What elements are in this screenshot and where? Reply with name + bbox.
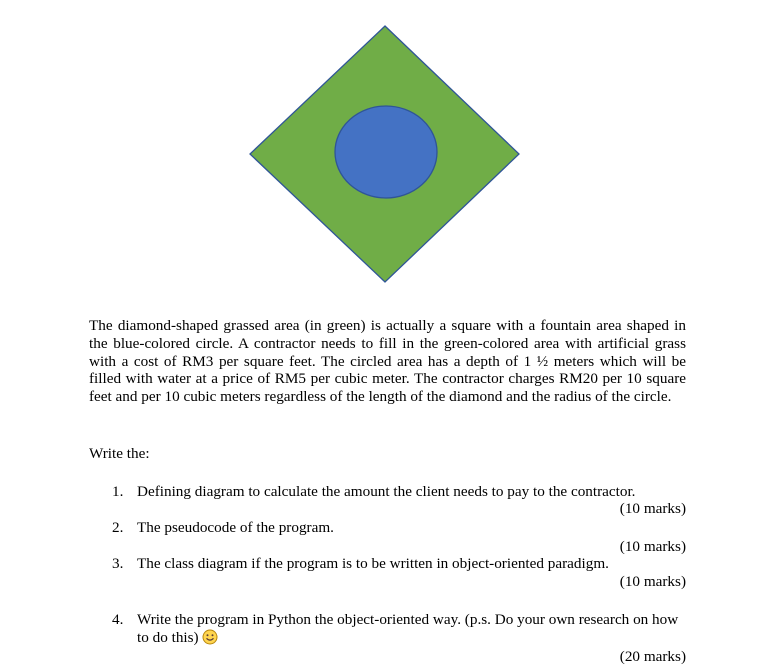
question-number: 3. (112, 555, 124, 572)
question-text: The class diagram if the program is to be written in object-oriented paradigm. (137, 555, 609, 572)
question-number: 4. (112, 611, 124, 628)
smiley-emoji-icon (202, 629, 218, 645)
question-number: 2. (112, 519, 124, 536)
question-4-marks: (20 marks) (619, 648, 686, 665)
write-the-label: Write the: (89, 445, 150, 462)
question-2-marks: (10 marks) (619, 538, 686, 555)
question-text: The pseudocode of the program. (137, 519, 334, 536)
question-text (137, 611, 686, 647)
question-text: Defining diagram to calculate the amount the client needs to pay to the contractor. (137, 483, 636, 500)
blue-fountain-circle (335, 106, 437, 198)
problem-description: The diamond-shaped grassed area (in green) is actually a square with a fountain area shaped in the blue-colored circle. A contractor needs to fill in the green-colored area with artificial grass with a cost of RM3 per square feet. The circled area has a depth of 1 ½ meters which will be filled with water at a price of RM5 per cubic meter. The contractor charges RM20 per 10 square feet and per 10 cubic meters regardless of the length of the diamond and the radius of the circle. (89, 317, 686, 406)
question-3-marks: (10 marks) (619, 573, 686, 590)
diamond-diagram (0, 0, 777, 300)
question-4-text: Write the program in Python the object-oriented way. (p.s. Do your own research on how to do this) (137, 611, 679, 646)
question-1-marks: (10 marks) (619, 500, 686, 517)
question-number: 1. (112, 483, 124, 500)
